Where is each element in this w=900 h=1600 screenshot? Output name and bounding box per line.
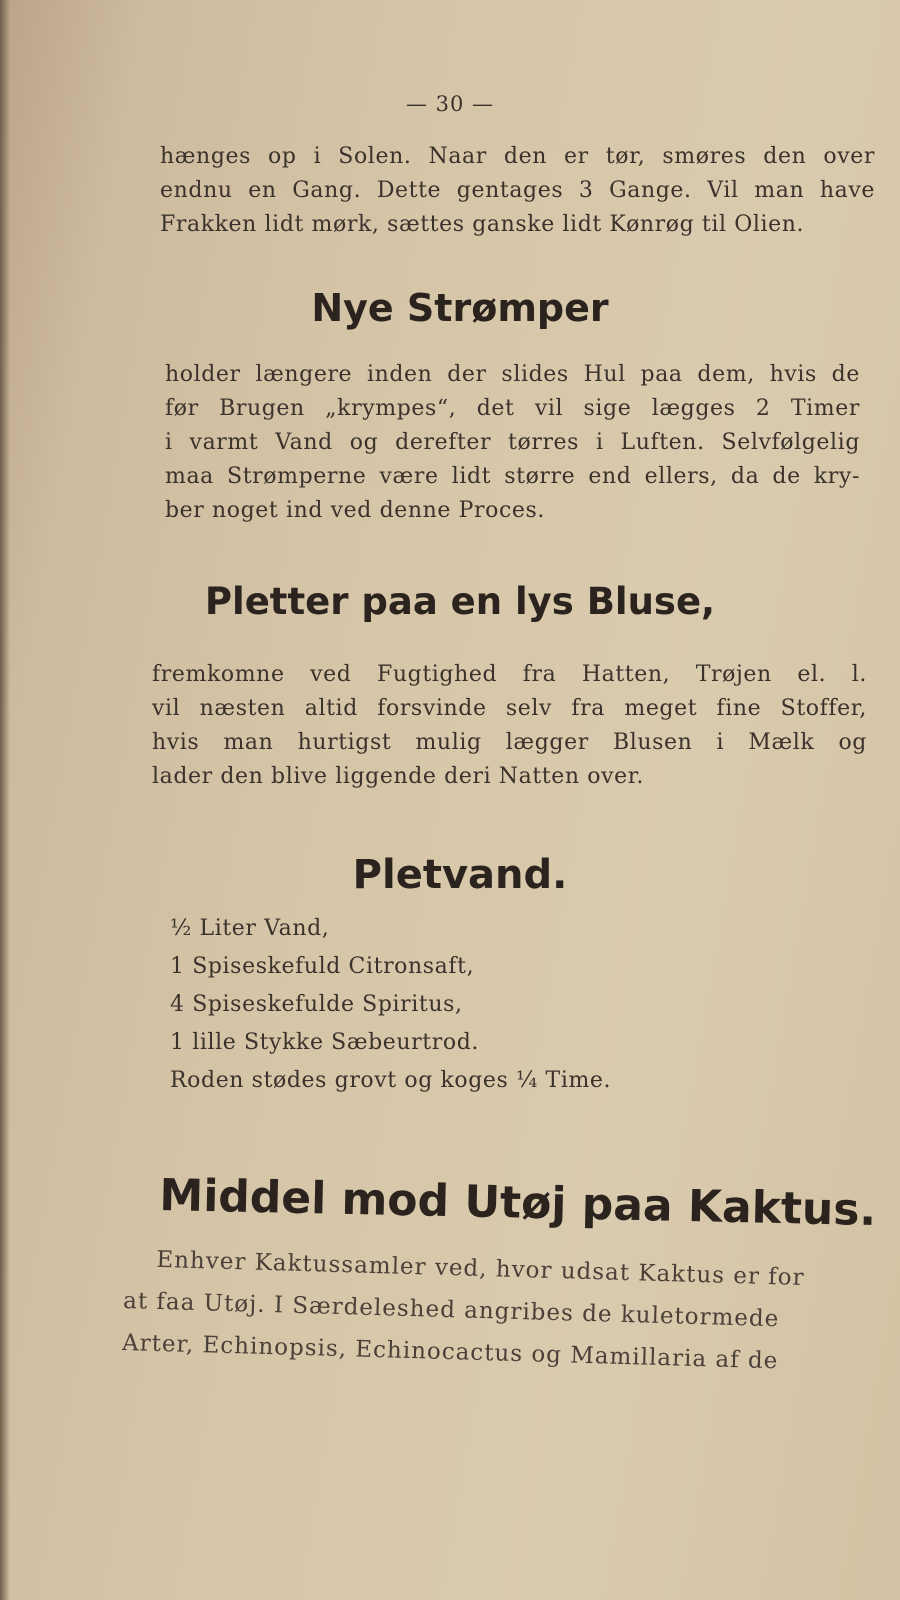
text-line: vil næsten altid forsvinde selv fra meget fine Stoffer, (152, 696, 867, 721)
recipe-list-pletvand (170, 910, 611, 1100)
text-line: Arter, Echinopsis, Echinocactus og Mamillaria af de (121, 1329, 779, 1375)
paragraph-pletter (152, 658, 867, 794)
text-line: endnu en Gang. Dette gentages 3 Gange. Vil man have (160, 178, 875, 203)
text-line: hænges op i Solen. Naar den er tør, smøres den over (160, 144, 875, 169)
text-line: holder længere inden der slides Hul paa dem, hvis de (165, 362, 860, 387)
page-number: — 30 — (405, 92, 495, 116)
text-line: i varmt Vand og derefter tørres i Luften. Selvfølgelig (165, 430, 860, 455)
recipe-instruction: Roden stødes grovt og koges ¼ Time. (170, 1068, 612, 1093)
paragraph-nye-stromper (165, 358, 860, 528)
text-line: lader den blive liggende deri Natten over. (152, 764, 645, 789)
text-line: ber noget ind ved denne Proces. (165, 498, 546, 523)
recipe-ingredient: 1 lille Stykke Sæbeurtrod. (170, 1030, 479, 1055)
section-heading-middel-mod-utoj: Middel mod Utøj paa Kaktus. (158, 1170, 877, 1237)
text-line: Enhver Kaktussamler ved, hvor udsat Kaktus er for (156, 1246, 805, 1291)
intro-paragraph (160, 140, 875, 242)
page-edge-shadow (0, 0, 10, 1600)
paragraph-kaktus (121, 1238, 884, 1385)
section-heading-pletvand: Pletvand. (352, 852, 568, 898)
text-line: maa Strømperne være lidt større end ellers, da de kry- (165, 464, 860, 489)
section-heading-pletter: Pletter paa en lys Bluse, (204, 580, 716, 623)
recipe-ingredient: ½ Liter Vand, (170, 916, 330, 941)
text-line: hvis man hurtigst mulig lægger Blusen i Mælk og (152, 730, 867, 755)
section-heading-nye-stromper: Nye Strømper (311, 286, 609, 330)
text-line: Frakken lidt mørk, sættes ganske lidt Kønrøg til Olien. (160, 212, 805, 237)
text-line: fremkomne ved Fugtighed fra Hatten, Trøjen el. l. (152, 662, 867, 687)
recipe-ingredient: 4 Spiseskefulde Spiritus, (170, 992, 463, 1017)
text-line: at faa Utøj. I Særdeleshed angribes de kuletormede (122, 1287, 780, 1333)
recipe-ingredient: 1 Spiseskefuld Citronsaft, (170, 954, 475, 979)
text-line: før Brugen „krympes“, det vil sige lægges 2 Timer (165, 396, 860, 421)
